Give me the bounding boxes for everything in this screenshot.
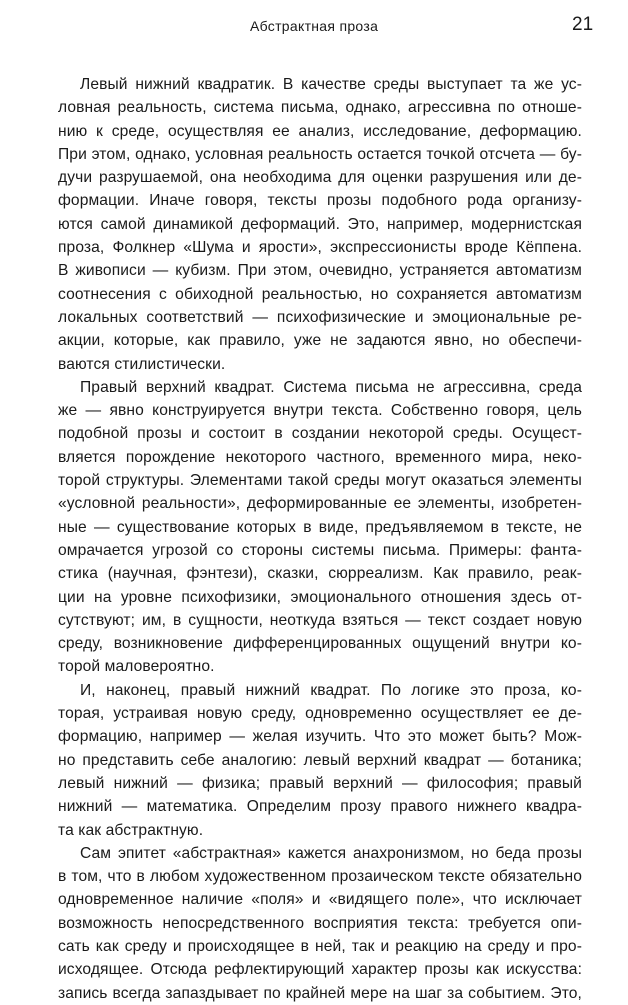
text-line: формацию, например — желая изучить. Что это может быть? Мож- <box>58 728 582 746</box>
text-line: торая, устраивая новую среду, одновременно осуществляет ее де- <box>58 705 582 723</box>
text-line: но представить себе аналогию: левый верхний квадрат — ботаника; <box>58 751 582 769</box>
text-line: формации. Иначе говоря, тексты прозы подобного рода организу- <box>58 192 582 210</box>
text-line: дучи разрушаемой, она необходима для оценки разрушения или де- <box>58 169 582 187</box>
text-line: акции, которые, как правило, уже не задаются явно, но обеспечи- <box>58 332 582 350</box>
text-line: же — явно конструируется внутри текста. Собственно говоря, цель <box>58 402 582 420</box>
text-line: нижний — математика. Определим прозу правого нижнего квадра- <box>58 798 582 816</box>
paragraph <box>58 679 582 842</box>
text-line: та как абстрактную. <box>58 821 204 839</box>
text-line: В живописи — кубизм. При этом, очевидно, устраняется автоматизм <box>58 262 582 280</box>
text-line: левый нижний — физика; правый верхний — философия; правый <box>58 774 582 792</box>
text-line: Правый верхний квадрат. Система письма не агрессивна, среда <box>80 378 582 396</box>
paragraph <box>58 73 582 376</box>
page-header <box>0 14 628 44</box>
text-line: торой структуры. Элементами такой среды могут оказаться элементы <box>58 472 582 490</box>
text-line: сутствуют; им, в сущности, неоткуда взяться — текст создает новую <box>58 611 582 629</box>
text-line: в том, что в любом художественном прозаическом тексте обязательно <box>58 868 582 886</box>
text-line: сать как среду и происходящее в ней, так и реакцию на среду и про- <box>58 937 582 955</box>
text-line: среду, возникновение дифференцированных ощущений внутри ко- <box>58 635 582 653</box>
text-line: ции на уровне психофизики, эмоционального отношения здесь от- <box>58 588 582 606</box>
text-line: одновременное наличие «поля» и «видящего поле», что исключает <box>58 891 582 909</box>
text-line: соотнесения с обиходной реальностью, но сохраняется автоматизм <box>58 285 582 303</box>
text-line: «условной реальности», деформированные ее элементы, изобретен- <box>58 495 582 513</box>
text-line: возможность непосредственного восприятия текста: требуется опи- <box>58 914 582 932</box>
text-line: И, наконец, правый нижний квадрат. По логике это проза, ко- <box>80 681 582 699</box>
text-line: проза, Фолкнер «Шума и ярости», экспрессионисты вроде Кёппена. <box>58 239 582 257</box>
text-line: исходящее. Отсюда рефлектирующий характер прозы как искусства: <box>58 961 582 979</box>
text-line: ются самой динамикой деформаций. Это, например, модернистская <box>58 215 582 233</box>
text-line: омрачается угрозой со стороны системы письма. Примеры: фанта- <box>58 541 582 559</box>
text-line: Левый нижний квадратик. В качестве среды выступает та же ус- <box>80 76 582 93</box>
page-number: 21 <box>572 14 594 35</box>
text-line: Сам эпитет «абстрактная» кажется анахронизмом, но беда прозы <box>80 844 582 862</box>
text-line: нию к среде, осуществляя ее анализ, исследование, деформацию. <box>58 122 582 140</box>
text-line: подобной прозы и состоит в создании некоторой среды. Осущест- <box>58 425 582 443</box>
text-line: локальных соответствий — психофизические и эмоциональные ре- <box>58 308 582 326</box>
body-text <box>58 73 582 1005</box>
text-line: запись всегда запаздывает по крайней мере на шаг за событием. Это, <box>58 984 582 1002</box>
text-line: ваются стилистически. <box>58 355 226 373</box>
text-line: торой маловероятно. <box>58 658 215 676</box>
text-line: стика (научная, фэнтези), сказки, сюрреализм. Как правило, реак- <box>58 565 582 583</box>
paragraph <box>58 842 582 1005</box>
running-title: Абстрактная проза <box>250 18 379 34</box>
paragraph <box>58 376 582 679</box>
text-line: При этом, однако, условная реальность остается точкой отсчета — бу- <box>58 145 582 163</box>
text-line: ловная реальность, система письма, однако, агрессивна по отноше- <box>58 99 582 117</box>
text-line: вляется порождение некоторого частного, временного мира, неко- <box>58 448 582 466</box>
text-line: ные — существование которых в виде, предъявляемом в тексте, не <box>58 518 582 536</box>
